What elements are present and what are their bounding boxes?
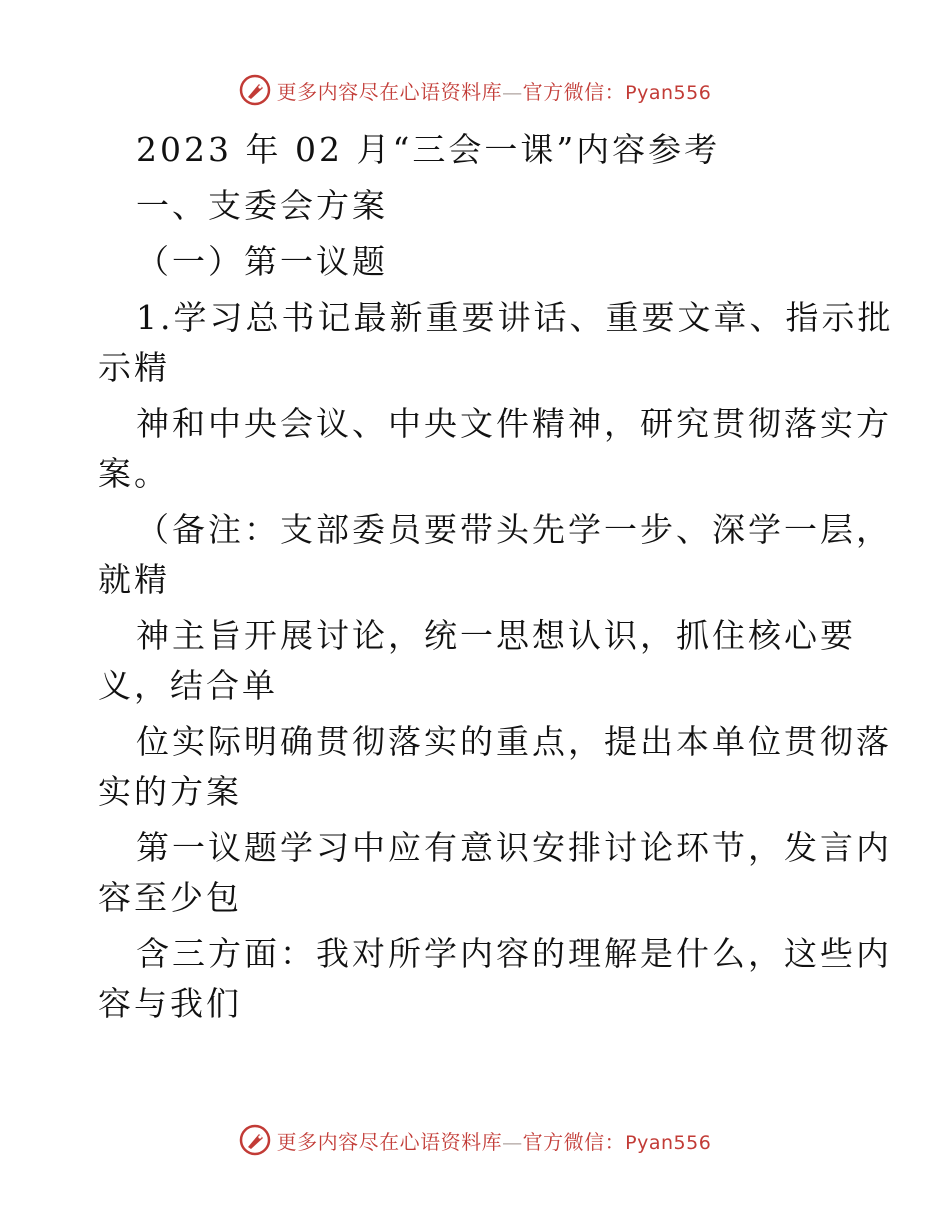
text-line: 第一议题学习中应有意识安排讨论环节，发言内 — [136, 828, 892, 867]
watermark-header — [0, 70, 950, 110]
watermark-footer — [0, 1120, 950, 1160]
text-line: （备注：支部委员要带头先学一步、深学一层， — [136, 510, 892, 549]
text-line: 容与我们 — [98, 984, 242, 1023]
text-line: 义，结合单 — [98, 666, 278, 705]
text-line: 1.学习总书记最新重要讲话、重要文章、指示批 — [136, 298, 894, 337]
watermark-dash: — — [502, 1129, 523, 1154]
text-line: 神主旨开展讨论，统一思想认识，抓住核心要 — [136, 616, 856, 655]
watermark-wechat-id: Pyan556 — [625, 1131, 712, 1154]
watermark-wechat-label: 官方微信： — [522, 1129, 626, 1154]
watermark-wechat-id: Pyan556 — [625, 81, 712, 104]
text-line: 示精 — [98, 348, 170, 387]
pen-nib-icon — [239, 74, 271, 106]
text-line: 位实际明确贯彻落实的重点，提出本单位贯彻落 — [136, 722, 892, 761]
text-line: 案。 — [98, 454, 170, 493]
text-line: 含三方面：我对所学内容的理解是什么，这些内 — [136, 934, 892, 973]
watermark-site-text: 更多内容尽在心语资料库 — [276, 1129, 503, 1154]
text-line: 神和中央会议、中央文件精神，研究贯彻落实方 — [136, 404, 892, 443]
text-line: 容至少包 — [98, 878, 242, 917]
watermark-wechat-label: 官方微信： — [522, 79, 626, 104]
text-line: 就精 — [98, 560, 170, 599]
text-line: （一）第一议题 — [136, 242, 388, 281]
watermark-site-text: 更多内容尽在心语资料库 — [276, 79, 503, 104]
document-body — [98, 122, 894, 1032]
text-line: 实的方案 — [98, 772, 242, 811]
text-line: 一、支委会方案 — [136, 186, 388, 225]
document-title: 2023 年 02 月“三会一课”内容参考 — [136, 130, 721, 169]
pen-nib-icon — [239, 1124, 271, 1156]
watermark-dash: — — [502, 79, 523, 104]
